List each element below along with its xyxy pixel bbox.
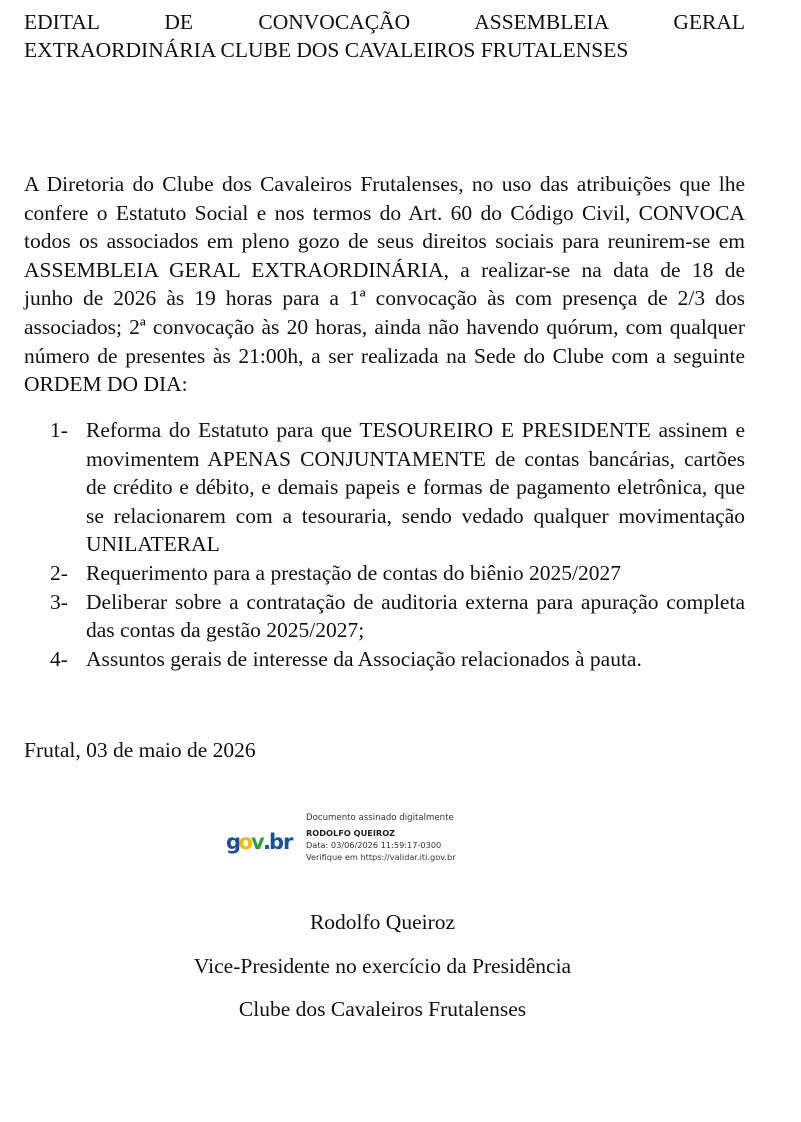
- govbr-logo-icon: [226, 822, 302, 862]
- svg-text:g: g: [226, 830, 241, 854]
- convocation-paragraph: A Diretoria do Clube dos Cavaleiros Frutalenses, no uso das atribuições que lhe confere o Estatuto Social e nos termos do Art. 60 do Código Civil, CONVOCA todos os associados em pleno gozo de seus direitos sociais para reunirem-se em ASSEMBLEIA GERAL EXTRAORDINÁRIA, a realizar-se na data de 18 de junho de 2026 às 19 horas para a 1ª convocação às com presença de 2/3 dos associados; 2ª convocação às 20 horas, ainda não havendo quórum, com qualquer número de presentes às 21:00h, a ser realizada na Sede do Clube com a seguinte ORDEM DO DIA:: [24, 172, 745, 397]
- signatory-role: Vice-Presidente no exercício da Presidência: [193, 954, 572, 978]
- digital-signature-stamp: [226, 808, 486, 870]
- svg-text:br: br: [269, 830, 293, 854]
- svg-text:v: v: [251, 830, 264, 854]
- verification-link[interactable]: Verifique em https://validar.iti.gov.br: [306, 852, 456, 862]
- signature-date: Data: 03/06/2026 11:59:17-0300: [306, 840, 442, 850]
- place-and-date: Frutal, 03 de maio de 2026: [24, 738, 256, 762]
- signer-name: RODOLFO QUEIROZ: [306, 828, 396, 838]
- signature-heading: Documento assinado digitalmente: [306, 813, 454, 823]
- svg-text:o: o: [238, 830, 252, 854]
- agenda-item-text: Reforma do Estatuto para que TESOUREIRO E PRESIDENTE assinem e movimentem APENAS CONJUNTAMENTE de contas bancárias, cartões de crédito e débito, e demais papeis e formas de pagamento eletrônica, que se relacionarem com a tesouraria, sendo vedado qualquer movimentação UNILATERAL: [86, 418, 745, 557]
- agenda-item-3: [50, 588, 745, 645]
- title-line-1: EDITAL DE CONVOCAÇÃO ASSEMBLEIA GERAL: [24, 10, 745, 34]
- agenda-item-1: [50, 416, 745, 559]
- agenda-item-number: 2-: [50, 560, 68, 585]
- svg-text:.: .: [263, 830, 270, 854]
- agenda-item-text: Deliberar sobre a contratação de auditoria externa para apuração completa das contas da gestão 2025/2027;: [86, 589, 745, 643]
- title-line-2: EXTRAORDINÁRIA CLUBE DOS CAVALEIROS FRUTALENSES: [24, 38, 629, 62]
- agenda-item-2: [50, 559, 745, 588]
- agenda-item-4: [50, 645, 745, 674]
- agenda-item-text: Requerimento para a prestação de contas do biênio 2025/2027: [86, 560, 621, 585]
- document-title: [24, 8, 745, 64]
- agenda-item-number: 4-: [50, 646, 68, 671]
- agenda-item-number: 3-: [50, 589, 68, 614]
- agenda-item-text: Assuntos gerais de interesse da Associação relacionados à pauta.: [86, 646, 642, 671]
- signatory-organization: Clube dos Cavaleiros Frutalenses: [238, 997, 527, 1021]
- agenda-list: [50, 416, 745, 673]
- signature-details: [306, 812, 456, 863]
- agenda-item-number: 1-: [50, 418, 68, 442]
- signatory-name: Rodolfo Queiroz: [309, 910, 456, 934]
